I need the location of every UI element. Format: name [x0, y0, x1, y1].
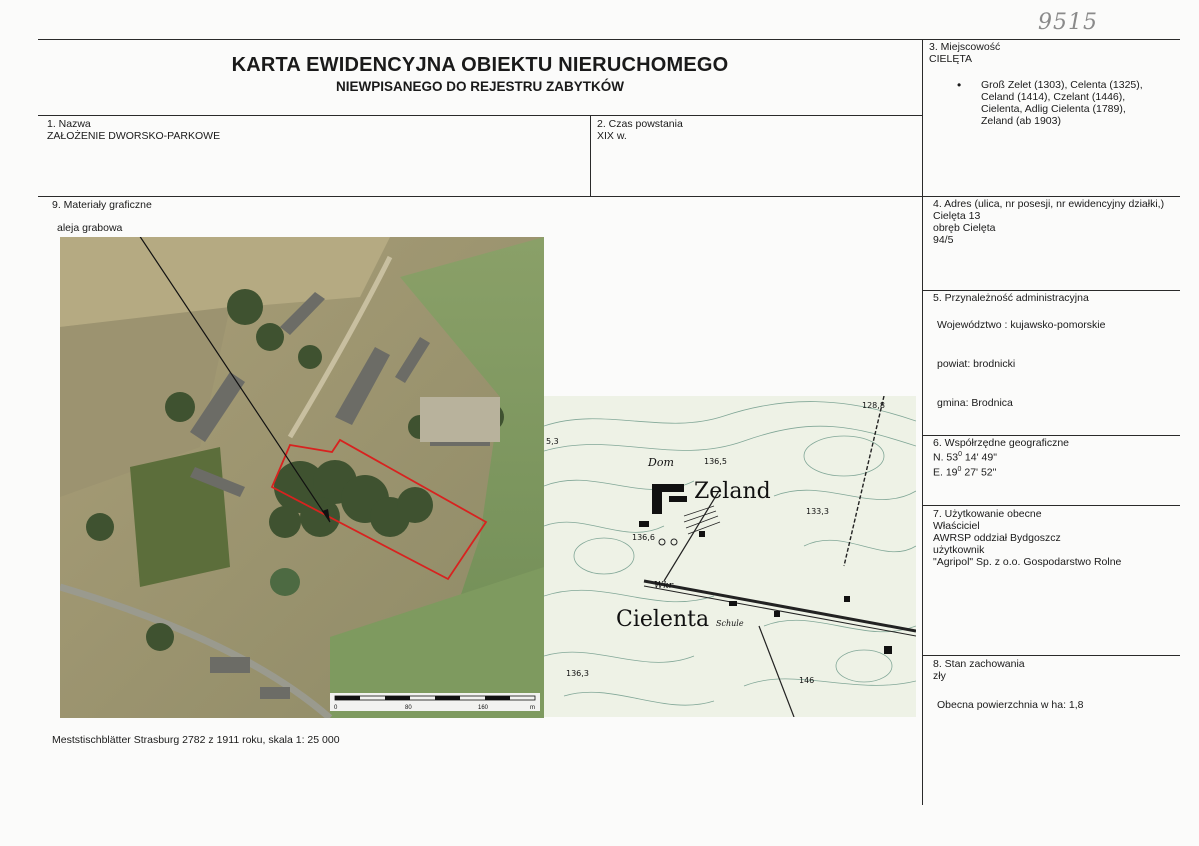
map-caption: Meststischblätter Strasburg 2782 z 1911 roku, skala 1: 25 000 — [52, 734, 340, 746]
current-area: Obecna powierzchnia w ha: 1,8 — [937, 699, 1084, 711]
height-136-3: 136,3 — [566, 669, 589, 678]
admin-commune: gmina: Brodnica — [937, 397, 1013, 409]
archive-number-stamp: 9515 — [1038, 10, 1098, 35]
field-condition — [933, 658, 1173, 682]
scale-tick-0: 0 — [334, 705, 338, 711]
owner-value: AWRSP oddział Bydgoszcz — [933, 532, 1061, 544]
historic-names: • Groß Zelet (1303), Celenta (1325), Celand (1414), Czelant (1446), Cielenta, Adlig Cielenta (1789), Zeland (ab 1903) — [957, 79, 1152, 127]
admin-voivodeship: Województwo : kujawsko-pomorskie — [937, 319, 1106, 331]
row-divider-2 — [38, 196, 1180, 197]
field-name — [47, 118, 577, 142]
field-6-7-divider — [922, 505, 1180, 506]
field-condition-label: 8. Stan zachowania — [933, 658, 1025, 670]
owner-label: Właściciel — [933, 520, 980, 532]
field-coordinates-label: 6. Współrzędne geograficzne — [933, 437, 1069, 449]
scale-tick-80: 80 — [405, 705, 412, 711]
field-name-value: ZAŁOŻENIE DWORSKO-PARKOWE — [47, 130, 221, 142]
coordinate-longitude: E. $19^0$ 27' 52" — [933, 465, 997, 478]
field-date-label: 2. Czas powstania — [597, 118, 683, 130]
height-136-6: 136,6 — [632, 533, 655, 542]
right-column-divider — [922, 39, 923, 805]
field-address — [933, 198, 1173, 246]
field-name-label: 1. Nazwa — [47, 118, 91, 130]
field-locality-label: 3. Miejscowość — [929, 41, 1001, 53]
height-146: 146 — [799, 676, 815, 685]
map-label-wkr: Wkr — [654, 581, 674, 591]
row-divider-1 — [38, 115, 922, 116]
field-address-label: 4. Adres (ulica, nr posesji, nr ewidencyjny działki,) — [933, 198, 1165, 210]
admin-county: powiat: brodnicki — [937, 358, 1016, 370]
height-128-8: 128,8 — [862, 401, 885, 410]
field-4-5-divider — [922, 290, 1180, 291]
height-133-3: 133,3 — [806, 507, 829, 516]
field-5-6-divider — [922, 435, 1180, 436]
historic-map — [544, 396, 916, 717]
map-label-zeland: Zeland — [694, 479, 771, 504]
aerial-photo — [60, 237, 544, 718]
map-label-dom: Dom — [648, 456, 674, 469]
field-locality — [929, 41, 1174, 127]
field-7-8-divider — [922, 655, 1180, 656]
height-5-3: 5,3 — [546, 437, 559, 446]
address-plot: 94/5 — [933, 234, 954, 246]
condition-value: zły — [933, 670, 946, 682]
map-label-cielenta: Cielenta — [616, 607, 710, 632]
document-subtitle: NIEWPISANEGO DO REJESTRU ZABYTKÓW — [335, 79, 624, 94]
field-admin-label: 5. Przynależność administracyjna — [933, 292, 1089, 304]
height-136-5: 136,5 — [704, 457, 727, 466]
field-usage-label: 7. Użytkowanie obecne — [933, 508, 1042, 520]
field-graphics-label: 9. Materiały graficzne — [52, 199, 152, 211]
top-border — [38, 39, 1180, 40]
user-value: "Agripol" Sp. z o.o. Gospodarstwo Rolne — [933, 556, 1122, 568]
scale-tick-160: 160 — [478, 705, 489, 711]
historic-names-list — [957, 79, 1152, 127]
field-date-value: XIX w. — [597, 130, 627, 142]
map-label-schule: Schule — [716, 619, 744, 628]
field-coordinates — [933, 437, 1173, 478]
avenue-annotation: aleja grabowa — [57, 222, 123, 234]
coordinate-latitude: N. $53^0$ 14' 49" — [933, 451, 997, 464]
field-usage — [933, 508, 1173, 568]
user-label: użytkownik — [933, 544, 985, 556]
field-locality-value: CIELĘTA — [929, 53, 972, 65]
field-date — [597, 118, 897, 142]
header — [38, 54, 922, 94]
field-1-2-divider — [590, 115, 591, 196]
document-title: KARTA EWIDENCYJNA OBIEKTU NIERUCHOMEGO — [231, 54, 729, 76]
address-street: Cielęta 13 — [933, 210, 981, 222]
address-precinct: obręb Cielęta — [933, 222, 996, 234]
scale-unit: m — [530, 705, 535, 711]
